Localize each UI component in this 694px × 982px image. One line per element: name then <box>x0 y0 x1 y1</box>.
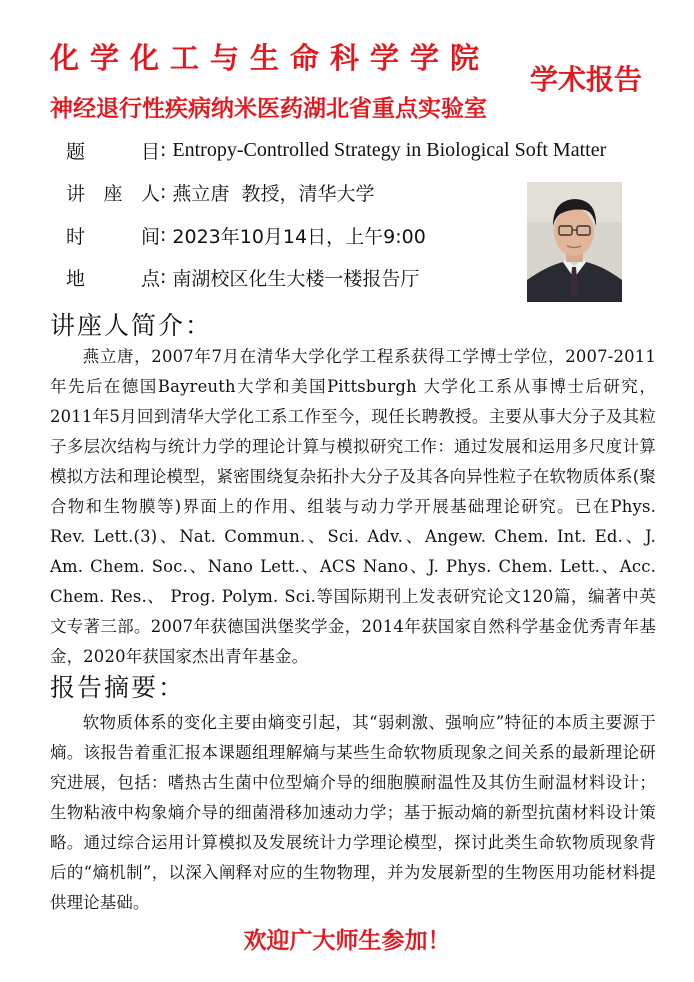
speaker-photo <box>527 182 622 302</box>
bio-section-title: 讲座人简介： <box>50 311 213 340</box>
report-type-title: 学术报告 <box>530 63 643 96</box>
info-value: Entropy-Controlled Strategy in Biological Soft Matter <box>172 138 607 161</box>
info-row-speaker: 讲座人 : 燕立唐 教授，清华大学 <box>66 174 375 210</box>
info-row-topic: 题目 : Entropy-Controlled Strategy in Biological Soft Matter <box>66 138 607 163</box>
info-label: 题目 <box>66 140 160 163</box>
bio-paragraph: 燕立唐，2007年7月在清华大学化学工程系获得工学博士学位，2007-2011年先后在德国Bayreuth大学和美国Pittsburgh 大学化工系从事博士后研究，2011年5月回到清华大学化工系工作至今，现任长聘教授。主要从事大分子及其粒子多层次结构与统计力学的理论计算与模拟研究工作：通过发展和运用多尺度计算模拟方法和理论模型，紧密围绕复杂拓扑大分子及其各向异性粒子在软物质体系(聚合物和生物膜等)界面上的作用、组装与动力学开展基础理论研究。已在Phys. Rev. Lett.(3)、Nat. Commun.、Sci. Adv.、Angew. Chem. Int. Ed.、J. Am. Chem. Soc.、Nano Lett.、ACS Nano、J. Phys. Chem. Lett.、Acc. Chem. Res.、 Prog. Polym. Sci.等国际期刊上发表研究论文120篇，编著中英文专著三部。2007年获德国洪堡奖学金，2014年获国家自然科学基金优秀青年基金，2020年获国家杰出青年基金。 <box>50 347 656 666</box>
info-row-location: 地点 : 南湖校区化生大楼一楼报告厅 <box>66 259 419 295</box>
info-label: 讲座人 <box>66 182 160 205</box>
info-label: 时间 <box>66 225 160 248</box>
info-label: 地点 <box>66 267 160 290</box>
abstract-paragraph: 软物质体系的变化主要由熵变引起，其“弱刺激、强响应”特征的本质主要源于熵。该报告着重汇报本课题组理解熵与某些生命软物质现象之间关系的最新理论研究进展，包括：嗜热古生菌中位型熵介导的细胞膜耐温性及其仿生耐温材料设计；生物粘液中构象熵介导的细菌滑移加速动力学；基于振动熵的新型抗菌材料设计策略。通过综合运用计算模拟及发展统计力学理论模型，探讨此类生命软物质现象背后的“熵机制”，以深入阐释对应的生物物理，并为发展新型的生物医用功能材料提供理论基础。 <box>50 713 656 912</box>
info-row-time: 时间 : 2023年10月14日，上午9:00 <box>66 217 426 253</box>
info-value: 燕立唐 教授，清华大学 <box>172 182 375 205</box>
abstract-section-title: 报告摘要： <box>50 673 186 702</box>
info-value: 南湖校区化生大楼一楼报告厅 <box>172 267 420 290</box>
welcome-text: 欢迎广大师生参加！ <box>243 928 451 954</box>
info-value: 2023年10月14日，上午9:00 <box>172 225 426 248</box>
college-title: 化学化工与生命科学学院 <box>50 41 491 75</box>
lab-title: 神经退行性疾病纳米医药湖北省重点实验室 <box>50 96 487 122</box>
